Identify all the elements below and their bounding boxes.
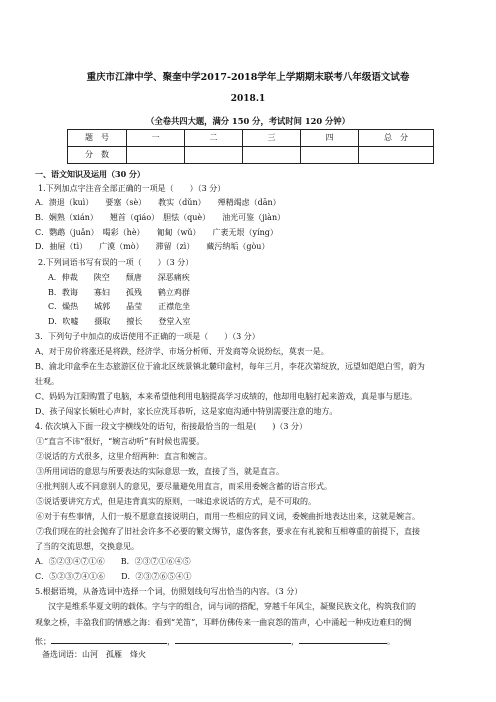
score-table-header-row (68, 130, 434, 147)
answer-blank-2[interactable] (175, 634, 291, 644)
score-input-cell[interactable] (301, 147, 359, 164)
options-cd: C．⑤②③⑦④①⑥ D．②③⑦⑥⑤④① (35, 572, 192, 581)
sentence-6: ⑥对于有些事情，人们一般不愿意直接说明白，而用一些相应的同义词，委婉曲折地表达出来，这就是婉言。 (36, 512, 420, 521)
option-a: A、对于房价将涨还是将跌，经济学、市场分析师、开发商等众说纷纭，莫衷一是。 (35, 347, 329, 356)
question-stem: 1.下列加点字注音全部正确的一项是（ ）（3 分） (38, 184, 226, 193)
score-cell: 一 (127, 130, 185, 147)
option-b: B、渝北印盒季在生态旅游区位于渝北区统景镇北麓印盒村，每年三月，李花次第绽放，远望如皑皑白雪，蔚为 (35, 362, 425, 371)
score-table-score-row (68, 147, 434, 164)
passage-line: 观象之桥，丰盈我们的情感之海：看到“羌笛”，耳畔仿佛传来一曲哀怨的笛声，心中涌起一种戍边难归的惆 (35, 618, 412, 627)
option-c: C、妈妈为江阳购置了电脑，本来希望他利用电脑提高学习成绩的，他却用电脑打起来游戏，真是事与愿违。 (35, 392, 418, 401)
exam-title: 重庆市江津中学、聚奎中学2017-2018学年上学期期末联考八年级语文试卷 (86, 72, 410, 83)
option-c: C．鹦鹉（juǎn） 喝彩（hè） 匍匐（wǔ） 广袤无垠（yíng） (35, 228, 278, 237)
question-stem: 5.根据语境，从备选词中选择一个词，仿照划线句写出恰当的内容。（3 分） (35, 587, 303, 596)
score-cell: 题 号 (68, 130, 127, 147)
option-d: D．抽屉（tì） 广漠（mò） 滞留（zì） 藏污纳垢（gòu） (35, 242, 270, 251)
score-cell: 二 (185, 130, 243, 147)
option-a: A．伸裁 陕空 颓唐 深恶痛疾 (48, 273, 190, 282)
score-input-cell[interactable] (359, 147, 434, 164)
sentence-2: ②说话的方式很多，这里介绍两种：直言和婉言。 (36, 452, 212, 461)
passage-line: 汉字是维系华夏文明的载体。字与字的组合，词与词的搭配，穿越千年风尘，凝聚民族文化，构筑我们的 (48, 602, 416, 611)
section-heading: 一、语文知识及运用（30 分） (35, 169, 145, 179)
options-ab: A．⑤②③④⑦①⑥ B．②③⑦①⑥④⑤ (35, 557, 191, 566)
score-cell: 总 分 (359, 130, 434, 147)
sentence-5: ⑤说话要讲究方式，但是违背真实的原则，一味追求说话的方式，是不可取的。 (36, 497, 316, 506)
question-stem: 2.下列词语书写有误的一项（ ）（3 分） (38, 258, 194, 267)
candidate-words: 备选词语：山河 孤雁 烽火 (42, 650, 146, 659)
passage-line-end: 怅； (35, 637, 51, 646)
answer-line (35, 634, 395, 647)
question-stem: 4. 依次填入下面一段文字横线处的语句，衔接最恰当的一组是( )（3 分） (35, 422, 308, 431)
option-d: D．吹嘘 摄取 擅长 登堂入室 (48, 317, 191, 326)
sentence-7: ⑦我们现在的社会抛弃了旧社会许多不必要的繁文缛节，虚伪客套，要求在有礼貌和互相尊重的前提下，直接 (36, 527, 420, 536)
exam-note: （全卷共四大题，满分 150 分，考试时间 120 分钟） (146, 116, 350, 126)
score-input-cell[interactable] (127, 147, 185, 164)
option-b-continued: 壮观。 (35, 377, 59, 386)
sentence-4: ④批判别人或不同意别人的意见，要尽量避免用直言，而采用委婉含蓄的语言形式。 (36, 482, 332, 491)
sentence-3: ③所用词语的意思与所要表达的实际意思一致，直接了当，就是直言。 (36, 467, 284, 476)
option-d: D、孩子闯家长频吐心声时，家长应洗耳恭听，这是家庭沟通中特别需要注意的地方。 (35, 407, 338, 416)
option-b: B．娴熟（xián） 翘首（qiáo） 胆怯（què） 油光可鉴（jiàn） (35, 213, 286, 222)
option-a: A．溃退（kuì） 要塞（sè） 教实（dǔn） 殚精竭虑（dān） (35, 198, 281, 207)
separator: 。 (387, 637, 395, 646)
score-cell: 分 数 (68, 147, 127, 164)
question-stem: 3．下列句子中加点的成语使用不正确的一项是（ ）（3 分） (35, 332, 260, 341)
score-input-cell[interactable] (185, 147, 243, 164)
score-input-cell[interactable] (243, 147, 301, 164)
sentence-7-continued: 了当的交流思想，交换意见。 (35, 542, 139, 551)
score-table (67, 129, 434, 164)
score-cell: 四 (301, 130, 359, 147)
option-b: B．教诲 寡妇 孤残 鹤立鸡群 (48, 288, 190, 297)
score-cell: 三 (243, 130, 301, 147)
exam-date: 2018.1 (230, 94, 266, 104)
sentence-1: ①“直言不讳”很好，“婉言动听”有时候也需要。 (36, 437, 205, 446)
answer-blank-3[interactable] (299, 634, 387, 644)
separator: ， (291, 637, 299, 646)
option-c: C．燥热 城郭 晶莹 正襟危坐 (48, 302, 191, 311)
separator: ， (167, 637, 175, 646)
answer-blank-1[interactable] (51, 634, 167, 644)
